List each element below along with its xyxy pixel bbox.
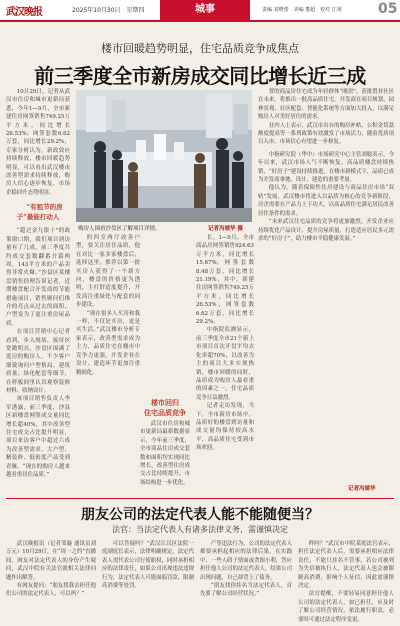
photo-caption: 购房人围看沙盘区了解项目详情。 xyxy=(78,226,161,232)
paragraph: 长。1—9月，全市商品房网签销售924.63万平方米，同比增长15.67%；网签套数8.48万套，同比增长21.19%，其中，新建住房网签销售749.25万平方米，同比增长26.53%，网签套数6.62万套，同比增长29.2%。 xyxy=(196,235,254,326)
article1-kicker: 楼市回暖趋势明显，住宅品质竞争成焦点 xyxy=(101,42,299,55)
news-photo xyxy=(76,90,252,222)
paragraph: 产等违法行为，公司的法定代表人都要承担起相应的法律后果。在实践中，一些人碍于情面或贪图小利，答应担任他人公司的法定代表人，结果公司出现问题，自己却背上了债务。 xyxy=(200,541,292,581)
article1-column-1 xyxy=(6,88,70,492)
paragraph: 他认为，随着保障性住房建设与商品住房市场“双轨”发展，武汉楼市将进入以品质为核心的竞争新阶段，房企需要在产品力上下功夫，以高品质住宅满足居民改善居住条件的需求。 xyxy=(258,185,394,217)
article1-byline: 记者冯婧华 xyxy=(348,486,376,492)
header-divider xyxy=(0,20,400,22)
paragraph: 中指院监测显示，前三季度全市21个新上市项目首次开盘平均去化率超70%，以改善为主的项目大多实现热销，楼市回暖的同时，品质成为购房人最看重的因素之一，住宅品质竞争日益激烈。 xyxy=(196,327,254,401)
article1-col2-body xyxy=(76,234,140,377)
article2-column-1 xyxy=(6,540,96,622)
page-header xyxy=(0,0,400,20)
article2-headline: 朋友公司的法定代表人能不能随便当？ xyxy=(81,507,319,523)
article1-subhead-2: 楼市回归 住宅品质竞争 xyxy=(144,398,186,417)
paragraph: 有网友提问：“朋友找我去担任他们公司的法定代表人，可以吗？” xyxy=(6,583,96,598)
article1-headline: 前三季度全市新房成交同比增长近三成 xyxy=(34,64,366,88)
paragraph: 样吗？”武汉市中院某庭法官表示，担任法定代表人后，需要承担相应法律责任，不能只挂名不管事，若公司被列为失信被执行人，法定代表人也会被限制高消费，影响个人征信，因此需谨慎决定。 xyxy=(298,541,394,590)
article2-col3-body xyxy=(200,540,292,599)
paragraph: “朋友找你挂名当法定代表人，首先要了解公司经营状况。” xyxy=(200,583,292,598)
article1-column-2b xyxy=(140,420,190,492)
article2-column-3 xyxy=(200,540,292,622)
article1-column-4 xyxy=(258,88,394,480)
paragraph: “超过金九银十”的政策窗口期，我们项目到访量有了几成，前三季度共约成交套数翻番开幕两周，143平方米的产品卖得非常火爆。”沙县区某楼盘销售经理告诉记者，近期楼盘配合开发商的节能措施项目，销售顾问们推介的亮点从过去的面积、户型变为了更注重房屋品质。 xyxy=(6,228,70,327)
issue-date: 2025年10月30日 星期四 xyxy=(72,7,145,14)
staff-credits: 责编 刘晓蕾 美编 董超 校对 江靖 xyxy=(262,7,342,13)
paragraph: 置的商品房住宅成为年轻群体“刚需”，获批置业社区在未来，将推出一批高品质住宅，开发商在项目规划、园林景观、社区配套、智能化系统等方面加大投入，以满足购房人对美好居住的需求。 xyxy=(258,89,394,121)
article1-col3-body xyxy=(196,234,254,453)
article1-col2-body-2 xyxy=(140,420,190,487)
paragraph: 中指研究院（华中）市场研究中心主管刘聪表示，今年以来，武汉市场人气不断恢复，高品质楼盘持续热销，“好房子”建设持续推进，在楼市新模式下，品质已成为开发商拿地、设计、建造的重要考量。 xyxy=(258,151,394,184)
article-divider xyxy=(6,498,394,499)
section-label: 城事 xyxy=(160,0,250,20)
paragraph: “现在很多人买房和我一样，不仅是买房，更是买生活。”武汉楼市分析专家表示，改善型需求成为主力，品质住宅在楼市中竞争力更强，开发企业在设计、建造环节更加注重精细化。 xyxy=(76,310,140,376)
article1-column-2 xyxy=(76,234,140,492)
paragraph: 该项目销售负责人李军透露，前三季度，沙县区新楼盘网签成交量同比增长超40%，其中改善型住宅成交占比提升明显，项目来访客户中超过六成为改善型需求，大户型、精装修、低密度产品受到青睐。“现在的购房人越来越看重居住品质。” xyxy=(6,396,70,479)
newspaper-logo: 武汉晚报 xyxy=(6,7,42,18)
article2-col1-body xyxy=(6,540,96,599)
photo-credit: 记者冯婧华 摄 xyxy=(208,226,243,232)
article1-col1-body xyxy=(6,88,70,197)
paragraph: 武汉市住房和城市更新局最新数据显示，今年前三季度，全市商品住房成交套数和面积均实现同比增长，改善型住房成交占比持续提升，市场结构进一步优化。 xyxy=(140,421,190,486)
paragraph: 10月29日，记者从武汉市住房和城市更新局获悉，今年1—9月，全市新建住房网签销售749.25万平方米，同比增长26.53%；网签套数6.62万套，同比增长29.2%，专家分析认为，新政效应持续释放，楼市回暖趋势明显，可以看出武汉楼市改善型需求持续释放，购房人信心逐步恢复，市场企稳回升态势明显。 xyxy=(6,89,70,196)
article1-col1-body-2 xyxy=(6,227,70,479)
paragraph: “未来武汉住宅品质的竞争将更加激烈，开发企业应持续优化产品设计，提升房屋质量，打造适应居民多元需求的“好房子”，助力楼市平稳健康发展。” xyxy=(258,219,394,242)
article1-col4-body xyxy=(258,88,394,147)
paragraph: 法官提醒，不要轻易同意担任他人公司的法定代表人，如已担任，应及时了解公司经营情况，依法履行职责，必要时可通过法定程序变更。 xyxy=(298,591,394,622)
paragraph: 可以答疑吗？”武汉江汉区法院一庭副庭长表示，法律明确规定，法定代表人需代表公司行使职权，同时承担相应的法律责任，如果公司出现违法违规行为，法定代表人可能面临罚款、限制高消费等处罚。 xyxy=(102,541,194,590)
article2-col2-body xyxy=(102,540,194,590)
paragraph: 记者走访发现，当下，全市新房市场中，品质好的楼盘到访量和成交量均保持较高水平，高品质住宅受到市场欢迎。 xyxy=(196,403,254,452)
article2-subhead: 法官：当法定代表人有诸多法律义务，需谨慎决定 xyxy=(112,525,288,534)
sales-office-photo-icon xyxy=(76,90,252,222)
article2-column-4 xyxy=(298,540,394,622)
article2-column-2 xyxy=(102,540,194,622)
article1-col4-body-2 xyxy=(258,151,394,243)
paragraph: 的四室两厅改善户型，要关注居住品质，他在对比一家多家楼盘后，选择这里，推荐以第一批买房人获得了一个新方向，楼盘的价格更为透明，主打舒适度提升，开发商注重绿化与配套的同步建设。 xyxy=(76,235,140,309)
paragraph: 武汉晚报讯（记者邹璇 通讯员刘万元）10月29日，在“周一之约”直播间，网友对法定代表人的身份产生疑问，武汉中院有关法官就相关法律问题作出解答。 xyxy=(6,541,96,581)
paragraph: 在项目营销中心记者看到，步入现场，接待区宽敞明亮，沙盘区围满了选房的购房人，不少客户细致询问户型格局、建筑质量、绿化配套等细节，在样板间里认真观察装修材料、收纳设计。 xyxy=(6,329,70,394)
article2-col4-body xyxy=(298,540,394,622)
paragraph: 业内人士表示，武汉市出台的购房补贴、公积金贷款额度提高等一系列政策有效激发了市场活力，随着优质项目入市，市场信心有望进一步修复。 xyxy=(258,122,394,146)
article1-column-3 xyxy=(196,234,254,492)
page-number: 05 xyxy=(378,1,398,17)
article1-subhead-1: “有租节的房子”最能打动人 xyxy=(16,203,63,222)
